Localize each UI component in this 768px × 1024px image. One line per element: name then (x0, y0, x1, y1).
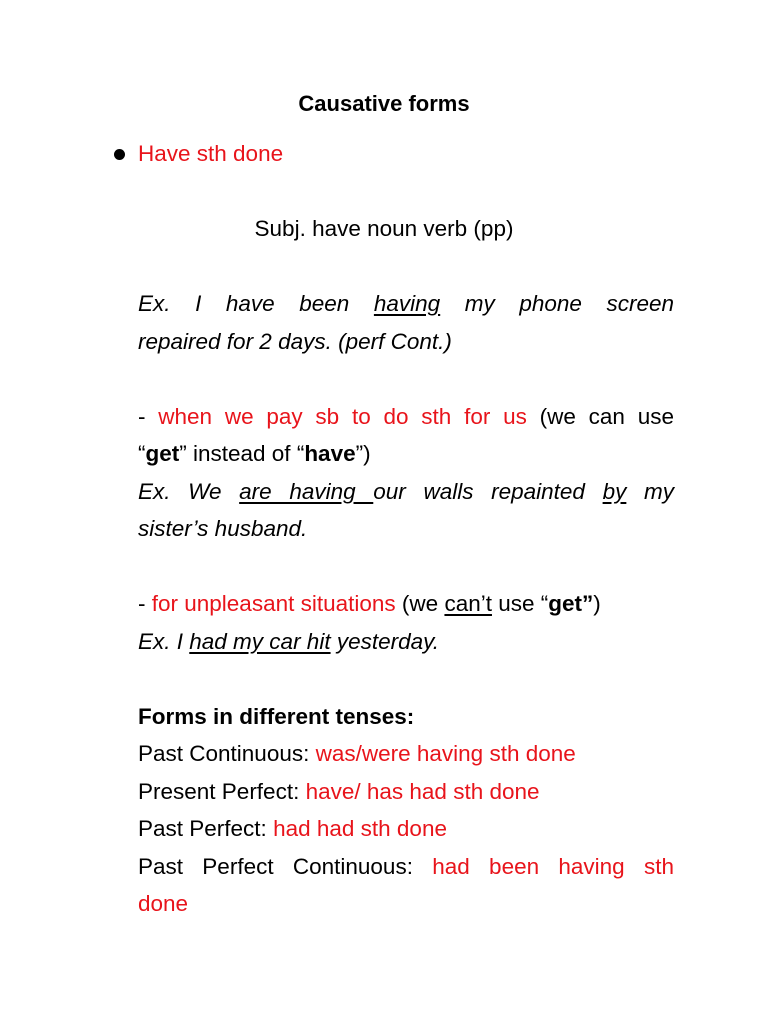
rule-2-ex-suffix: yesterday. (330, 629, 439, 654)
rule-1-ex-suffix: my (626, 479, 675, 504)
rule-2-use: use “ (491, 591, 549, 616)
page-title: Causative forms (298, 91, 470, 116)
rule-1-ex-prefix: Ex. We (138, 479, 240, 504)
rule-1-ex-underlined-1: are having (239, 479, 374, 504)
rule-1-tail: (we can use (526, 404, 674, 429)
rule-2-pre: (we (395, 591, 445, 616)
rule-2-ex-underlined: had my car hit (189, 629, 331, 654)
tense-value: had been having sth (432, 854, 674, 879)
tense-row (138, 778, 674, 806)
tense-continuation: done (138, 891, 189, 916)
tense-label: Past Perfect Continuous: (138, 854, 433, 879)
rule-1-example-line-1 (138, 478, 674, 506)
tense-value: had had sth done (273, 816, 447, 841)
tense-value: was/were having sth done (315, 741, 576, 766)
rule-1-line-1 (138, 403, 674, 431)
tense-label: Present Perfect: (138, 779, 306, 804)
example-1-prefix: Ex. I have been (138, 291, 374, 316)
rule-1-example-line-2: sister’s husband. (138, 516, 308, 541)
rule-2-ex-prefix: Ex. I (138, 629, 190, 654)
tense-label: Past Continuous: (138, 741, 316, 766)
tense-label: Past Perfect: (138, 816, 274, 841)
rule-1-line-2 (138, 440, 674, 468)
rule-1-ex-underlined-2: by (602, 479, 627, 504)
tense-row (138, 740, 674, 768)
rule-1-get: get (145, 441, 180, 466)
rule-2-red-text: for unpleasant situations (151, 591, 396, 616)
formula-line: Subj. have noun verb (pp) (254, 216, 514, 241)
example-1-suffix: my phone screen (440, 291, 675, 316)
rule-1-mid: ” instead of “ (179, 441, 305, 466)
rule-1-ex-mid: our walls repainted (373, 479, 603, 504)
rule-1-have: have (304, 441, 356, 466)
rule-2-line-1 (138, 590, 674, 618)
example-1-line-2: repaired for 2 days. (perf Cont.) (138, 329, 452, 354)
tense-row (138, 815, 674, 843)
rule-2-get: get” (548, 591, 594, 616)
tenses-heading: Forms in different tenses: (138, 704, 415, 729)
rule-2-example (138, 628, 674, 656)
rule-1-dash: - (138, 404, 159, 429)
rule-2-dash: - (138, 591, 152, 616)
example-1-underlined: having (373, 291, 441, 316)
bullet-heading: Have sth done (138, 141, 284, 166)
rule-2-cant: can’t (444, 591, 492, 616)
tense-row (138, 853, 674, 881)
rule-1-quote-close: ”) (355, 441, 371, 466)
example-1-line-1 (138, 290, 674, 318)
rule-1-red-text: when we pay sb to do sth for us (158, 404, 527, 429)
rule-2-close: ) (593, 591, 601, 616)
bullet-icon (114, 149, 125, 160)
tense-value: have/ has had sth done (305, 779, 540, 804)
rule-1-quote-open: “ (138, 441, 146, 466)
